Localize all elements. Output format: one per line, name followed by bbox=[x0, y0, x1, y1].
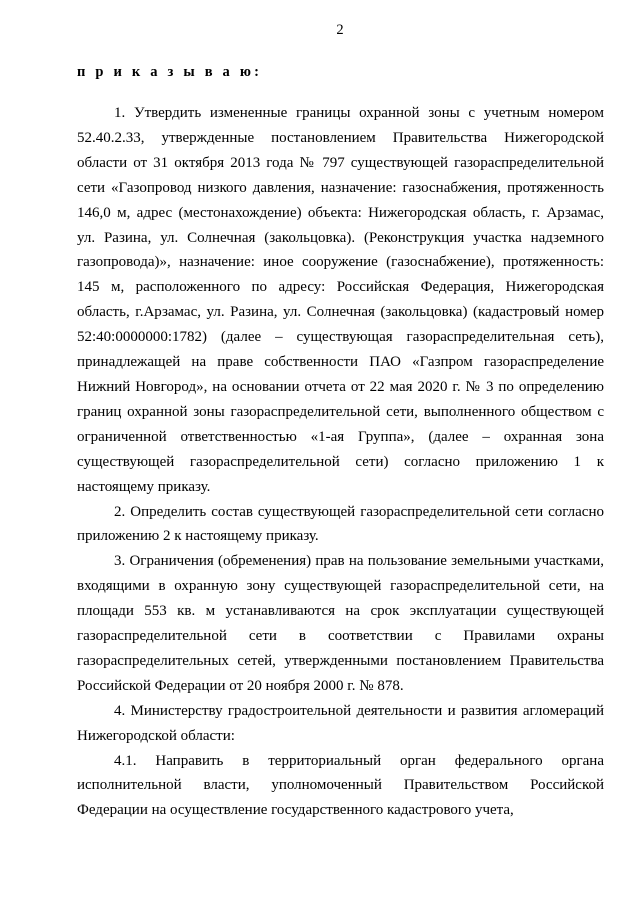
document-body bbox=[77, 62, 604, 823]
paragraph-item-4-1: 4.1. Направить в территориальный орган федерального органа исполнительной власти, уполномоченный Правительством Российской Федерации на осуществление государственного кадастрового учета, bbox=[77, 752, 604, 819]
paragraph-item-3: 3. Ограничения (обременения) прав на пользование земельными участками, входящими в охранную зону существующей газораспределительной сети, на площади 553 кв. м устанавливаются на срок эксплуатации существующей газораспределительной сети в соответствии с Правилами охраны газораспределительных сетей, утвержденными постановлением Правительства Российской Федерации от 20 ноября 2000 г. № 878. bbox=[77, 553, 604, 694]
order-verb-heading: п р и к а з ы в а ю: bbox=[77, 64, 263, 80]
paragraph-item-1: 1. Утвердить измененные границы охранной зоны с учетным номером 52.40.2.33, утвержденные постановлением Правительства Нижегородской области от 31 октября 2013 года № 797 существующей газораспределительной сети «Газопровод низкого давления, назначение: газоснабжения, протяженность 146,0 м, адрес (местонахождение) объекта: Нижегородская область, г. Арзамас, ул. Разина, ул. Солнечная (закольцовка). (Реконструкция участка надземного газопровода)», назначение: иное сооружение (газоснабжение), протяженность: 145 м, расположенного по адресу: Российская Федерация, Нижегородская область, г.Арзамас, ул. Разина, ул. Солнечная (закольцовка) (кадастровый номер 52:40:0000000:1782) (далее – существующая газораспределительная сеть), принадлежащей на праве собственности ПАО «Газпром газораспределение Нижний Новгород», на основании отчета от 22 мая 2020 г. № 3 по определению границ охранной зоны газораспределительной сети, выполненного обществом с ограниченной ответственностью «1-ая Группа», (далее – охранная зона существующей газораспределительной сети) согласно приложению 1 к настоящему приказу. bbox=[77, 105, 604, 495]
paragraph-item-2: 2. Определить состав существующей газораспределительной сети согласно приложению 2 к настоящему приказу. bbox=[77, 503, 604, 545]
page-number: 2 bbox=[336, 22, 344, 38]
paragraph-item-4: 4. Министерству градостроительной деятельности и развития агломераций Нижегородской области: bbox=[77, 702, 604, 744]
